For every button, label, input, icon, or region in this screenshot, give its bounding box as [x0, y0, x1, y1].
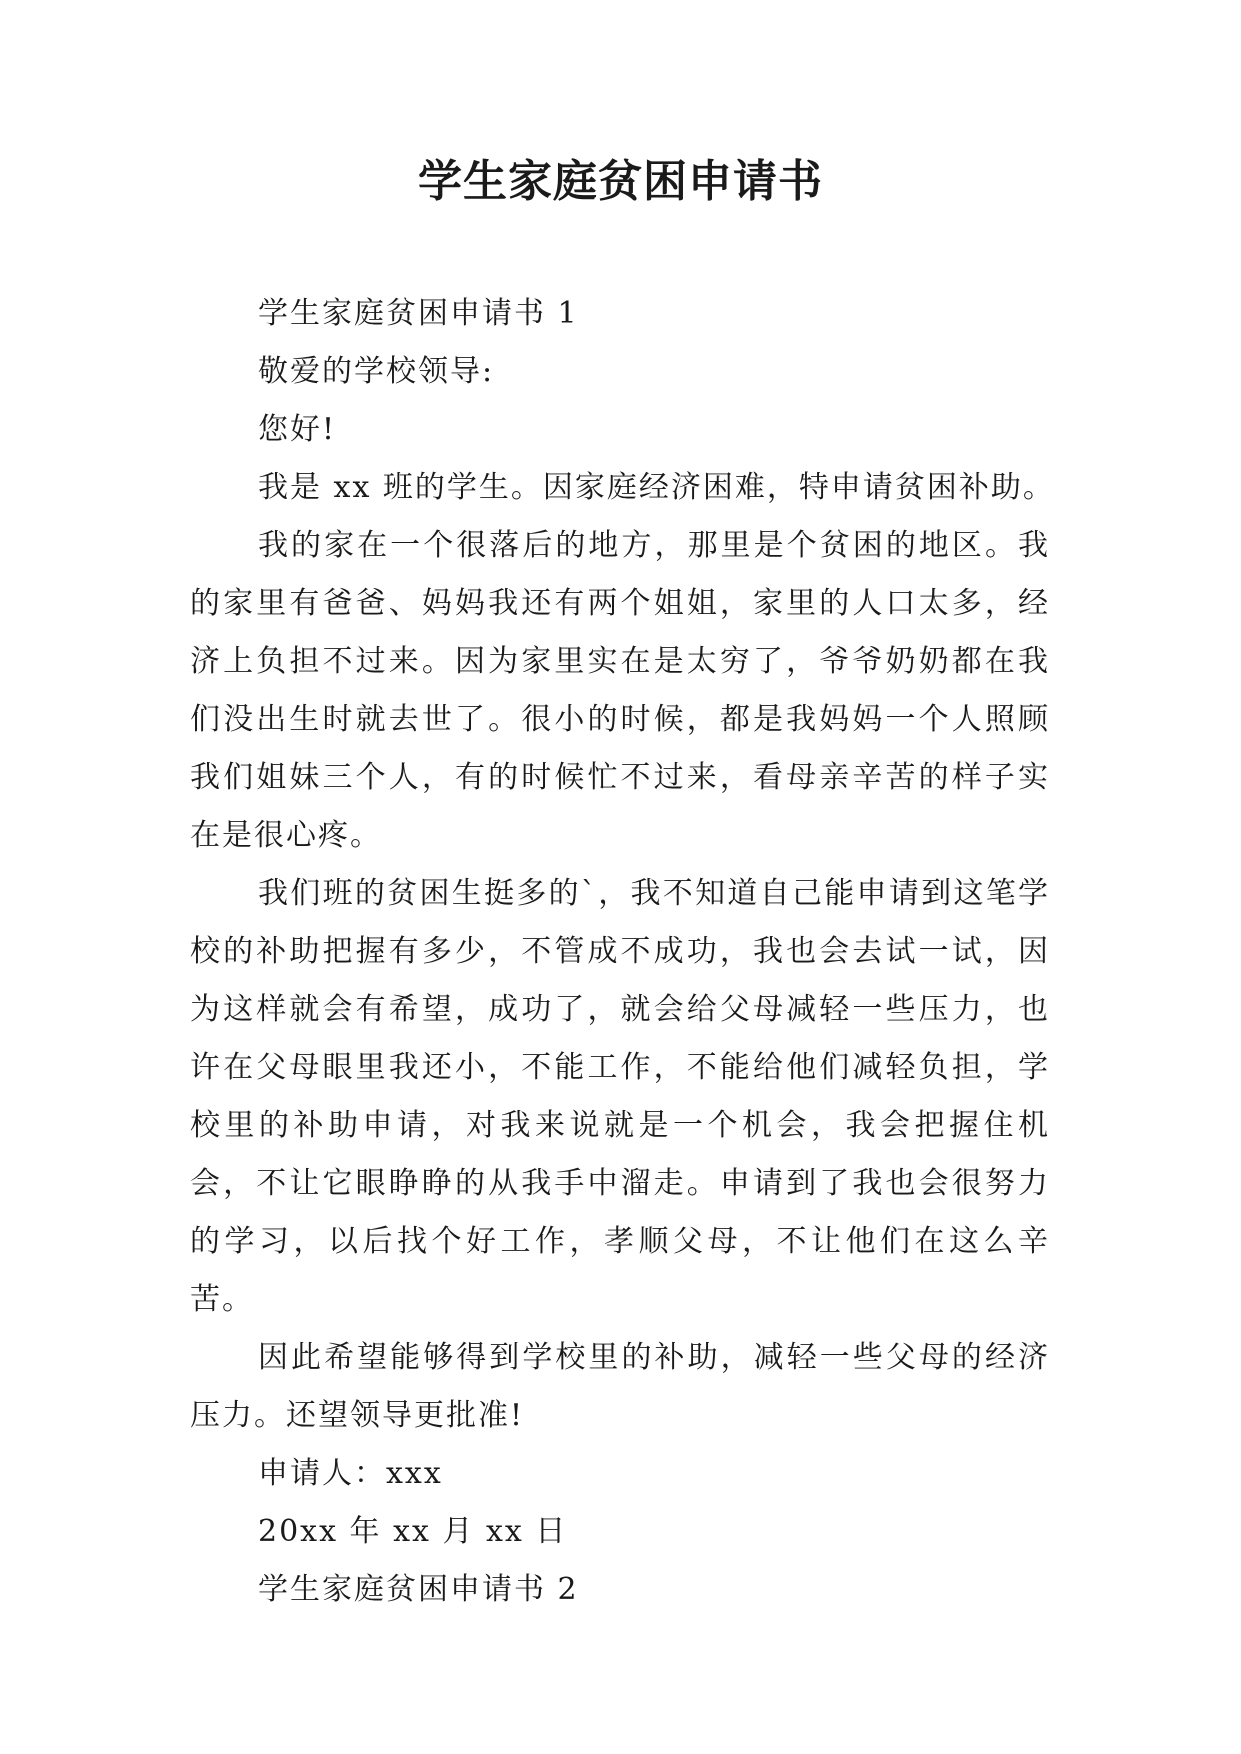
subsidy-paragraph: 我们班的贫困生挺多的`，我不知道自己能申请到这笔学校的补助把握有多少，不管成不成功，我也会去试一试，因为这样就会有希望，成功了，就会给父母减轻一些压力，也许在父母眼里我还小，不能工作，不能给他们减轻负担，学校里的补助申请，对我来说就是一个机会，我会把握住机会，不让它眼睁睁的从我手中溜走。申请到了我也会很努力的学习，以后找个好工作，孝顺父母，不让他们在这么辛苦。 — [190, 876, 1050, 1317]
date-line: 20xx 年 xx 月 xx 日 — [258, 1514, 568, 1549]
section-heading-2: 学生家庭贫困申请书 2 — [258, 1572, 579, 1607]
document-title: 学生家庭贫困申请书 — [418, 156, 823, 207]
document-body — [190, 285, 1055, 1619]
salutation: 敬爱的学校领导: — [258, 354, 495, 389]
section-heading-1: 学生家庭贫困申请书 1 — [258, 296, 579, 331]
applicant-line: 申请人：xxx — [258, 1456, 443, 1491]
closing-paragraph: 因此希望能够得到学校里的补助，减轻一些父母的经济压力。还望领导更批准! — [190, 1340, 1050, 1433]
family-paragraph: 我的家在一个很落后的地方，那里是个贫困的地区。我的家里有爸爸、妈妈我还有两个姐姐，家里的人口太多，经济上负担不过来。因为家里实在是太穷了，爷爷奶奶都在我们没出生时就去世了。很小的时候，都是我妈妈一个人照顾我们姐妹三个人，有的时候忙不过来，看母亲辛苦的样子实在是很心疼。 — [190, 528, 1050, 853]
greeting: 您好! — [258, 412, 337, 447]
intro-paragraph: 我是 xx 班的学生。因家庭经济困难，特申请贫困补助。 — [258, 470, 1055, 505]
